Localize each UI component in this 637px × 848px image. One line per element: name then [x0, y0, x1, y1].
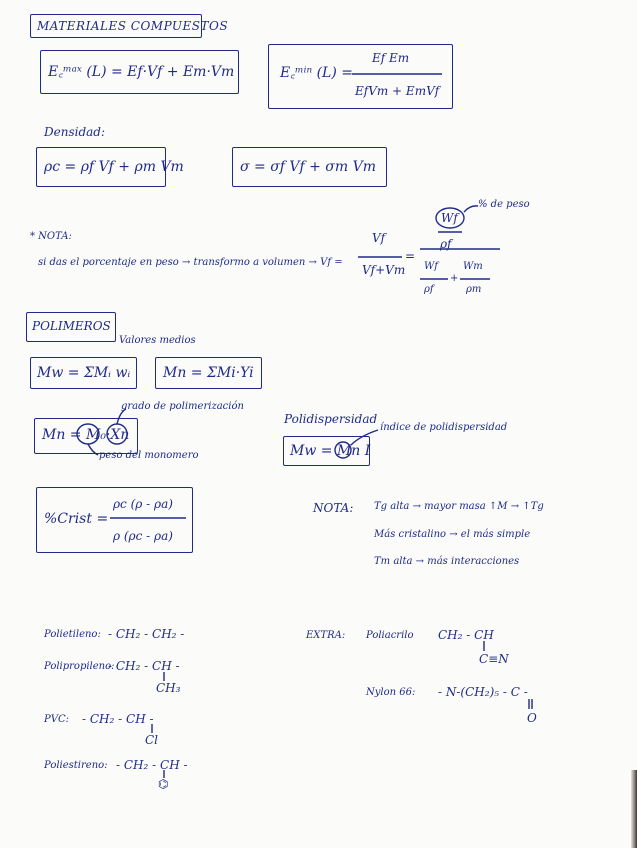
grado-label: grado de polimerización — [121, 401, 244, 412]
density-label: Densidad: — [44, 125, 106, 139]
nota1-plus: + — [450, 273, 459, 284]
eq-ec-min-lhs: E꜀ᵐⁱⁿ (L) = — [280, 65, 353, 81]
poly-name-polipropileno: Polipropileno: — [44, 661, 115, 672]
nota1-wm: Wm — [463, 261, 483, 272]
nota1-eq: = — [405, 249, 416, 263]
title-composites: MATERIALES COMPUESTOS — [37, 19, 229, 33]
poly-formula-poliestireno: - CH₂ - CH - — [116, 758, 188, 772]
poly-formula-polietileno: - CH₂ - CH₂ - — [108, 627, 185, 641]
nota2-line2: Más cristalino → el más simple — [374, 529, 531, 540]
poly-sub-pvc: Cl — [145, 733, 159, 747]
eq-ec-min-num: Ef Em — [372, 51, 410, 65]
nylon-formula: - N-(CH₂)₅ - C - — [438, 685, 528, 699]
nota1-frac-den: Vf+Vm — [362, 263, 406, 277]
polidispersidad: Polidispersidad — [284, 412, 378, 426]
eq-mw2: Mw = Mn I — [290, 443, 371, 459]
nota1-wf2: Wf — [424, 261, 438, 272]
nota1-pf: ρf — [440, 237, 452, 251]
nota1-text: si das el porcentaje en peso → transformo a volumen → Vf = — [38, 257, 343, 268]
nota1-annotation: % de peso — [478, 199, 530, 210]
nota1-wf: Wf — [441, 211, 458, 225]
page-edge-shadow — [631, 770, 637, 848]
poly-sub-polipropileno: CH₃ — [156, 681, 181, 695]
benzene-ring-icon: ⌬ — [158, 777, 169, 791]
eq-ec-min-den: EfVm + EmVf — [355, 84, 440, 98]
eq-cryst-num: ρc (ρ - ρa) — [113, 497, 173, 511]
peso-monomero: peso del monomero — [99, 450, 199, 461]
poly-formula-pvc: - CH₂ - CH - — [82, 712, 154, 726]
extra-formula: CH₂ - CH — [438, 628, 494, 642]
extra-sub: C≡N — [479, 652, 509, 666]
nylon-sub: O — [527, 711, 537, 725]
title-polymers: POLIMEROS — [32, 319, 111, 333]
poly-name-poliestireno: Poliestireno: — [44, 760, 108, 771]
nota2-label: NOTA: — [313, 501, 354, 515]
nota2-line3: Tm alta → más interacciones — [374, 556, 520, 567]
valores-medios: Valores medios — [119, 335, 196, 346]
eq-mn: Mn = ΣMi·Yi — [163, 365, 254, 381]
nota1-pm: ρm — [466, 284, 482, 295]
eq-sigma: σ = σf Vf + σm Vm — [240, 159, 376, 175]
eq-cryst-den: ρ (ρc - ρa) — [113, 529, 173, 543]
extra-name: Poliacrilo — [366, 630, 414, 641]
eq-mw: Mw = ΣMᵢ wᵢ — [37, 365, 131, 381]
poly-name-polietileno: Polietileno: — [44, 629, 101, 640]
nota2-line1: Tg alta → mayor masa ↑M → ↑Tg — [374, 501, 544, 512]
eq-density: ρc = ρf Vf + ρm Vm — [44, 159, 184, 175]
eq-cryst-lhs: %Crist = — [44, 511, 109, 527]
poly-formula-polipropileno: - CH₂ - CH - — [108, 659, 180, 673]
poly-name-pvc: PVC: — [44, 714, 69, 725]
indice-label: índice de polidispersidad — [380, 422, 508, 433]
nylon-label: Nylon 66: — [366, 687, 416, 698]
eq-ec-max: E꜀ᵐᵃˣ (L) = Ef·Vf + Em·Vm — [48, 64, 235, 80]
eq-mn2: Mn = M₀·Xn — [42, 427, 130, 443]
nota1-frac-num: Vf — [372, 231, 386, 245]
nota1-label: * NOTA: — [30, 231, 72, 242]
nota1-pf2: ρf — [424, 284, 434, 295]
extra-label: EXTRA: — [306, 630, 346, 641]
